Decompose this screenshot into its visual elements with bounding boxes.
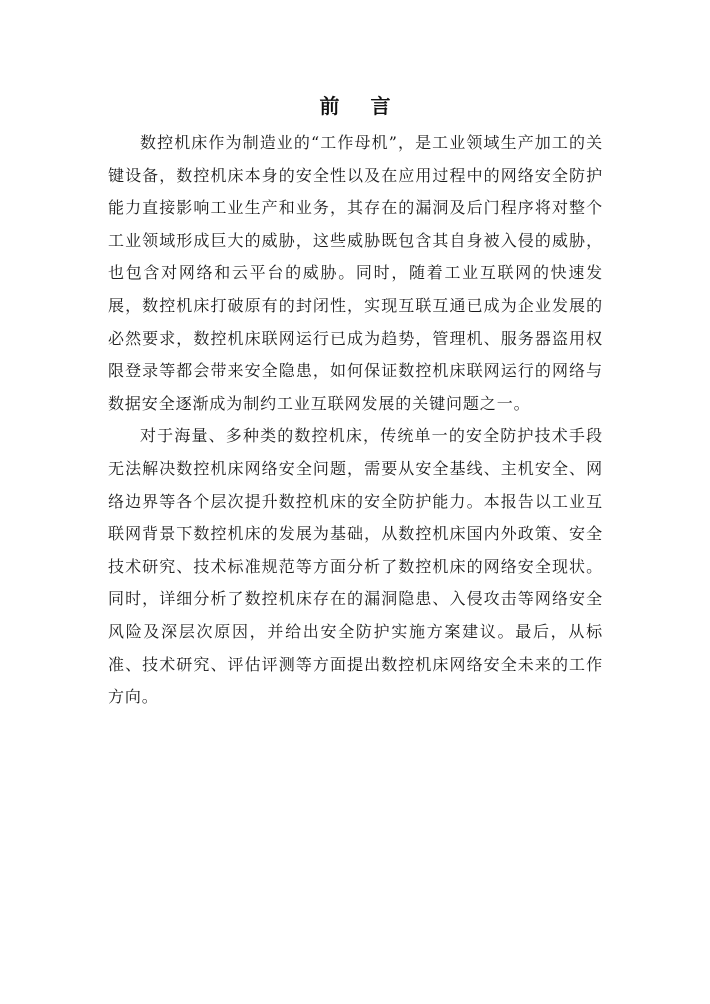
paragraph-1: 数控机床作为制造业的“工作母机”，是工业领域生产加工的关键设备，数控机床本身的安全性以及在应用过程中的网络安全防护能力直接影响工业生产和业务，其存在的漏洞及后门程序将对整个工业领域形成巨大的威胁，这些威胁既包含其自身被入侵的威胁，也包含对网络和云平台的威胁。同时，随着工业互联网的快速发展，数控机床打破原有的封闭性，实现互联互通已成为企业发展的必然要求，数控机床联网运行已成为趋势，管理机、服务器盗用权限登录等都会带来安全隐患，如何保证数控机床联网运行的网络与数据安全逐渐成为制约工业互联网发展的关键问题之一。	[108, 133, 603, 413]
page-title: 前 言	[319, 94, 403, 118]
paragraph-2: 对于海量、多种类的数控机床，传统单一的安全防护技术手段无法解决数控机床网络安全问题，需要从安全基线、主机安全、网络边界等各个层次提升数控机床的安全防护能力。本报告以工业互联网背景下数控机床的发展为基础，从数控机床国内外政策、安全技术研究、技术标准规范等方面分析了数控机床的网络安全现状。同时，详细分析了数控机床存在的漏洞隐患、入侵攻击等网络安全风险及深层次原因，并给出安全防护实施方案建议。最后，从标准、技术研究、评估评测等方面提出数控机床网络安全未来的工作方向。	[108, 426, 603, 707]
document-body	[108, 127, 603, 714]
